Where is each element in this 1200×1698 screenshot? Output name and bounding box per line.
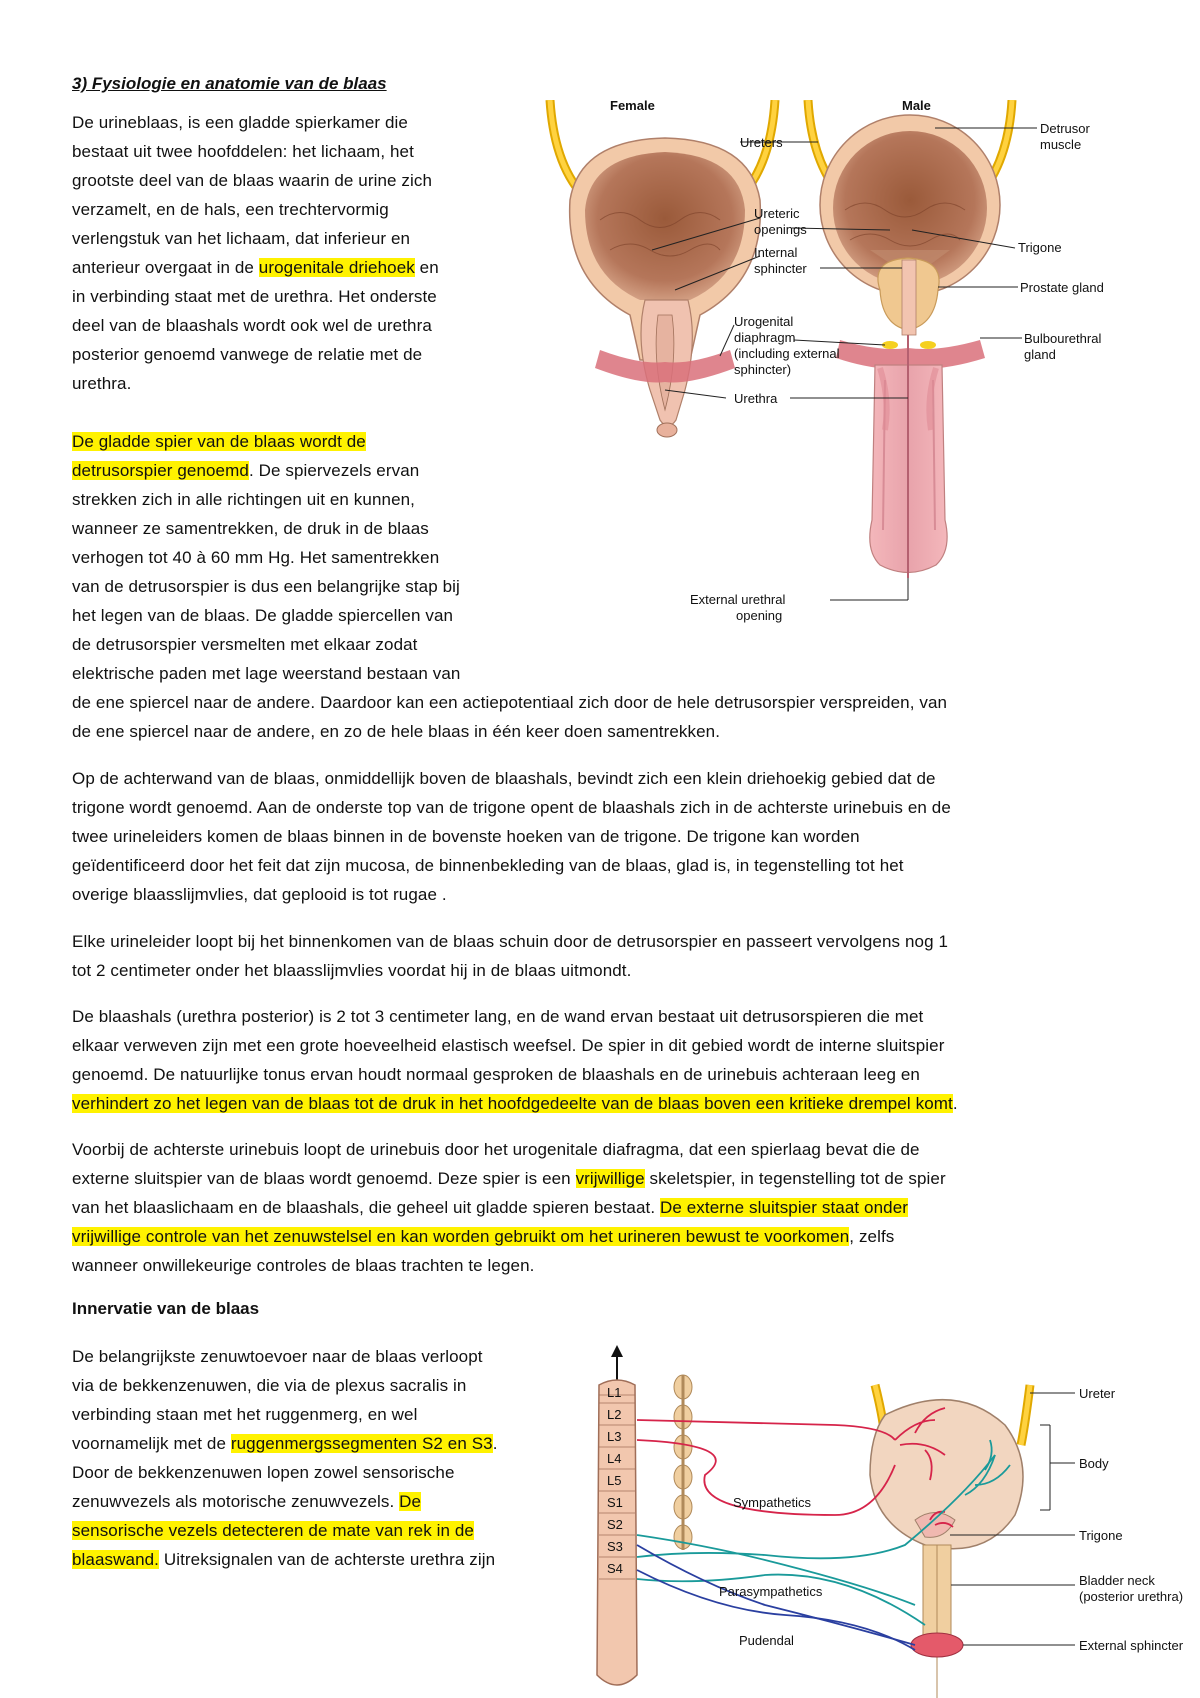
text-span: , zelfs <box>849 1227 895 1246</box>
text-line <box>72 1193 946 1222</box>
paragraph-bladder-neck <box>72 1002 958 1118</box>
text-line: geïdentificeerd door het feit dat zijn mucosa, de binnenbekleding van de blaas, glad is, in tegenstelling tot het <box>72 856 904 875</box>
highlight: vrijwillige controle van het zenuwstelsel en kan worden gebruikt om het urineren bewust te voorkomen <box>72 1227 850 1246</box>
text-line: De belangrijkste zenuwtoevoer naar de blaas verloopt <box>72 1347 483 1366</box>
highlight: ruggenmergssegmenten S2 en S3 <box>230 1434 493 1453</box>
text-line: deel van de blaashals wordt ook wel de urethra <box>72 316 432 335</box>
text-line: twee urineleiders komen de blaas binnen in de bovenste hoeken van de trigone. De trigone kan worden <box>72 827 860 846</box>
text-line: elektrische paden met lage weerstand bestaan van <box>72 664 461 683</box>
label-ureters: Ureters <box>740 135 783 150</box>
text-line: van de detrusorspier is dus een belangrijke stap bij <box>72 577 460 596</box>
label-urogenital-3: (including external <box>734 346 840 361</box>
text-line: Op de achterwand van de blaas, onmiddellijk boven de blaashals, bevindt zich een klein driehoekig gebied dat de <box>72 769 936 788</box>
bladder-innervation-figure <box>585 1345 1200 1698</box>
text-line <box>72 253 439 282</box>
text-line: grootste deel van de blaas waarin de urine zich <box>72 171 433 190</box>
text-line: in verbinding staat met de urethra. Het onderste <box>72 287 437 306</box>
text-line <box>72 1164 946 1193</box>
segment-l3: L3 <box>607 1429 622 1444</box>
text-line: genoemd. De natuurlijke tonus ervan houdt normaal gesproken de blaashals en de urinebuis achteraan leeg en <box>72 1065 920 1084</box>
section-heading-innervation: Innervatie van de blaas <box>72 1299 260 1318</box>
text-line: posterior genoemd vanwege de relatie met de <box>72 345 423 364</box>
text-span: . <box>492 1434 498 1453</box>
text-line: verlengstuk van het lichaam, dat inferieur en <box>72 229 411 248</box>
label-bladder-neck-1: Bladder neck <box>1079 1573 1155 1588</box>
bladder-anatomy-figure <box>540 100 1200 680</box>
highlight: blaaswand. <box>72 1550 160 1569</box>
highlight: De gladde spier van de blaas wordt de <box>72 432 366 451</box>
label-sympathetics: Sympathetics <box>733 1495 812 1510</box>
paragraph-external-sphincter <box>72 1135 946 1280</box>
label-male: Male <box>902 100 931 113</box>
label-trigone-2: Trigone <box>1079 1528 1123 1543</box>
segment-l5: L5 <box>607 1473 622 1488</box>
text-line: strekken zich in alle richtingen uit en kunnen, <box>72 490 416 509</box>
text-line: het legen van de blaas. De gladde spiercellen van <box>72 606 454 625</box>
segment-l2: L2 <box>607 1407 622 1422</box>
label-external-opening-1: External urethral <box>690 592 786 607</box>
text-line <box>72 1516 498 1545</box>
text-line: Elke urineleider loopt bij het binnenkomen van de blaas schuin door de detrusorspier en passeert vervolgens nog 1 <box>72 932 949 951</box>
label-detrusor-1: Detrusor <box>1040 121 1090 136</box>
text-line: verhogen tot 40 à 60 mm Hg. Het samentrekken <box>72 548 440 567</box>
segment-l4: L4 <box>607 1451 622 1466</box>
highlight: urogenitale driehoek <box>258 258 415 277</box>
text-line: De blaashals (urethra posterior) is 2 tot 3 centimeter lang, en de wand ervan bestaat uit detrusorspieren die met <box>72 1007 924 1026</box>
label-external-opening-2: opening <box>736 608 783 623</box>
text-span: voornamelijk met de <box>72 1434 231 1453</box>
highlight: vrijwillige <box>575 1169 645 1188</box>
text-span: Uitreksignalen van de achterste urethra zijn <box>159 1550 496 1569</box>
text-line: elkaar verweven zijn met een grote hoeveelheid elastisch weefsel. De spier in dit gebied wordt de interne sluitspier <box>72 1036 945 1055</box>
segment-s1: S1 <box>607 1495 623 1510</box>
label-urogenital-1: Urogenital <box>734 314 794 329</box>
text-line: urethra. <box>72 374 132 393</box>
label-ureter: Ureter <box>1079 1386 1116 1401</box>
highlight: detrusorspier genoemd <box>72 461 249 480</box>
label-prostate: Prostate gland <box>1020 280 1104 295</box>
label-bulbourethral-1: Bulbourethral <box>1024 331 1102 346</box>
paragraph-trigone <box>72 764 951 909</box>
label-urethra: Urethra <box>734 391 778 406</box>
text-span: zenuwvezels als motorische zenuwvezels. <box>72 1492 400 1511</box>
text-line <box>72 1487 498 1516</box>
label-internal-sphincter-1: Internal <box>754 245 798 260</box>
label-pudendal: Pudendal <box>739 1633 794 1648</box>
text-span: en <box>414 258 439 277</box>
segment-s3: S3 <box>607 1539 623 1554</box>
text-line: de ene spiercel naar de andere, en zo de hele blaas in één keer doen samentrekken. <box>72 722 721 741</box>
text-line: via de bekkenzenuwen, die via de plexus sacralis in <box>72 1376 467 1395</box>
paragraph-bladder-structure <box>72 108 439 398</box>
highlight: De externe sluitspier staat onder <box>660 1198 909 1217</box>
text-line: wanneer ze samentrekken, de druk in de blaas <box>72 519 429 538</box>
segment-l1: L1 <box>607 1385 622 1400</box>
text-span: skeletspier, in tegenstelling tot de spier <box>644 1169 946 1188</box>
label-bladder-neck-2: (posterior urethra) <box>1079 1589 1184 1604</box>
text-line <box>72 1545 498 1574</box>
text-line: Door de bekkenzenuwen lopen zowel sensorische <box>72 1463 455 1482</box>
text-line: De urineblaas, is een gladde spierkamer die <box>72 113 408 132</box>
text-span: van het blaaslichaam en de blaashals, die geheel uit gladde spieren bestaat. <box>72 1198 660 1217</box>
label-trigone: Trigone <box>1018 240 1062 255</box>
text-line: de detrusorspier versmelten met elkaar zodat <box>72 635 418 654</box>
text-span: externe sluitspier van de blaas wordt genoemd. Deze spier is een <box>72 1169 576 1188</box>
label-bulbourethral-2: gland <box>1024 347 1056 362</box>
text-line: de ene spiercel naar de andere. Daardoor kan een actiepotentiaal zich door de hele detrusorspier verspreiden, van <box>72 693 948 712</box>
text-line <box>72 1222 946 1251</box>
text-line: tot 2 centimeter onder het blaasslijmvlies voordat hij in de blaas uitmondt. <box>72 961 632 980</box>
highlight: verhindert zo het legen van de blaas tot de druk in het hoofdgedeelte van de blaas boven een kritieke drempel komt <box>72 1094 953 1113</box>
label-urogenital-2: diaphragm <box>734 330 796 345</box>
text-line: overige blaasslijmvlies, dat geplooid is tot rugae . <box>72 885 447 904</box>
text-span: anterieur overgaat in de <box>72 258 259 277</box>
label-female: Female <box>610 100 655 113</box>
section-title: 3) Fysiologie en anatomie van de blaas <box>72 74 387 93</box>
label-external-sphincter: External sphincter <box>1079 1638 1184 1653</box>
text-line: bestaat uit twee hoofddelen: het lichaam, het <box>72 142 414 161</box>
text-line <box>72 1089 958 1118</box>
paragraph-ureter <box>72 927 948 985</box>
text-line: verzamelt, en de hals, een trechtervormig <box>72 200 389 219</box>
label-body: Body <box>1079 1456 1109 1471</box>
highlight: sensorische vezels detecteren de mate van rek in de <box>72 1521 474 1540</box>
highlight: De <box>399 1492 422 1511</box>
segment-s4: S4 <box>607 1561 623 1576</box>
label-parasympathetics: Parasympathetics <box>719 1584 823 1599</box>
label-ureteric-openings-2: openings <box>754 222 807 237</box>
text-span: . <box>952 1094 958 1113</box>
text-span: . De spiervezels ervan <box>248 461 420 480</box>
text-line: verbinding staan met het ruggenmerg, en wel <box>72 1405 418 1424</box>
text-line: wanneer onwillekeurige controles de blaas trachten te legen. <box>72 1256 535 1275</box>
segment-s2: S2 <box>607 1517 623 1532</box>
label-detrusor-2: muscle <box>1040 137 1082 152</box>
label-internal-sphincter-2: sphincter <box>754 261 807 276</box>
text-line: Voorbij de achterste urinebuis loopt de urinebuis door het urogenitale diafragma, dat een spierlaag bevat die de <box>72 1140 920 1159</box>
text-line <box>72 1429 498 1458</box>
text-line: trigone wordt genoemd. Aan de onderste top van de trigone opent de blaashals zich in de achterste urinebuis en de <box>72 798 951 817</box>
label-urogenital-4: sphincter) <box>734 362 792 377</box>
label-ureteric-openings-1: Ureteric <box>754 206 800 221</box>
paragraph-innervation <box>72 1342 498 1574</box>
